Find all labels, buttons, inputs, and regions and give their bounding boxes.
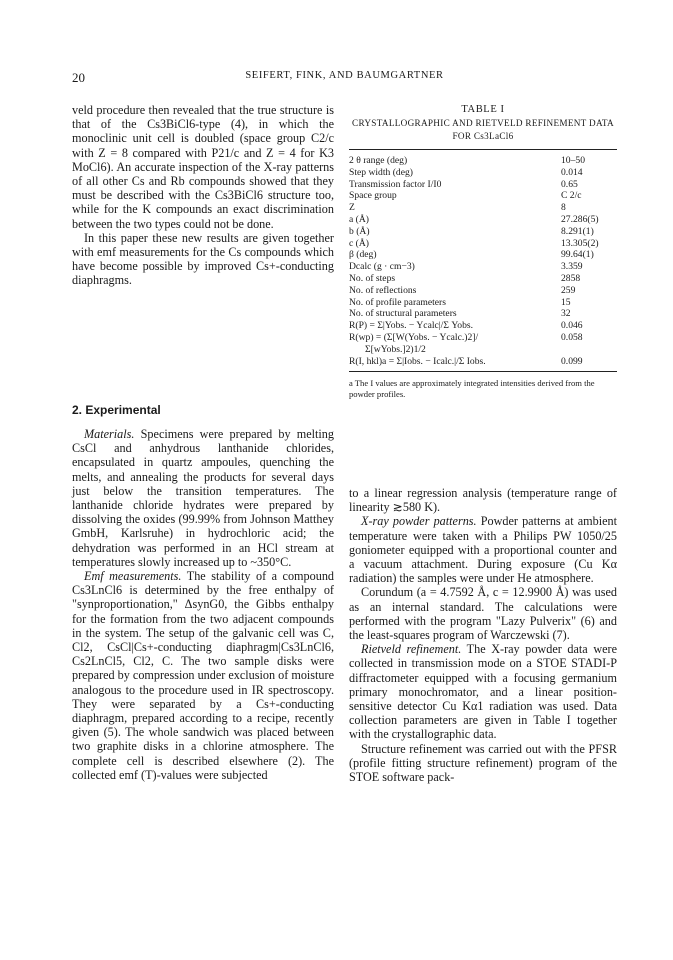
table-row-label: No. of steps [349, 272, 396, 284]
table-row-label: R(P) = Σ|Yobs. − Ycalc|/Σ Yobs. [349, 320, 474, 332]
table-row-value: 15 [561, 296, 571, 308]
table-row [349, 202, 617, 214]
table-row-value: 259 [561, 284, 576, 296]
table-row-value: C 2/c [561, 190, 582, 202]
table-row-label: a (Å) [349, 213, 369, 225]
table-row-label: Transmission factor I/I0 [349, 178, 442, 190]
table-row-value: 99.64(1) [561, 249, 594, 261]
materials-label: Materials. [84, 427, 135, 441]
corundum-paragraph: Corundum (a = 4.7592 Å, c = 12.9900 Å) was used as an internal standard. The calculations were performed with the program "Lazy Pulverix" (6) and the least-squares program of Warczewski (7). [349, 585, 617, 643]
table-row-value: 2858 [561, 272, 581, 284]
table-row [349, 308, 617, 320]
table-row-value: 32 [561, 308, 571, 320]
table-1 [349, 103, 617, 400]
xray-label: X-ray powder patterns. [361, 514, 477, 529]
table-row-label: Step width (deg) [349, 166, 413, 178]
table-row [349, 320, 617, 332]
rietveld-paragraph [349, 642, 617, 741]
table-row-value: 8 [561, 202, 566, 214]
table-row [349, 297, 617, 309]
table-row [349, 155, 617, 167]
regression-continuation: to a linear regression analysis (temperature range of linearity ≳580 K). [349, 486, 617, 515]
table-row [349, 261, 617, 273]
xray-paragraph [349, 514, 617, 585]
table-row-value: 0.099 [561, 355, 583, 367]
left-column-experimental [72, 427, 334, 782]
table-row-value: 0.058 [561, 331, 583, 343]
table-row-value: 10–50 [561, 155, 585, 166]
table-top-rule [349, 149, 617, 150]
rietveld-label: Rietveld refinement. [361, 642, 462, 657]
table-row [349, 285, 617, 297]
table-row-label: Σ[wYobs.]2)1/2 [365, 343, 426, 355]
table-row-label: No. of structural parameters [349, 308, 457, 320]
rietveld-text: The X-ray powder data were collected in transmission mode on a STOE STADI-P diffractometer equipped with a focusing germanium primary monochromator, and a linear position-sensitive detector Cu Kα1 radiation was used. Data collection parameters are given in Table I together with the crystallographic data. [349, 642, 618, 742]
emf-text: The stability of a compound Cs3LnCl6 is determined by the free enthalpy of "synproportionation," ΔsynG0, the Gibbs enthalpy for the formation from the two adjacent compounds in the system. The setup of the galvanic cell was C, Cl2, CsCl|Cs+-conducting diaphragm|Cs3LnCl6, Cs2LnCl5, Cl2, C. The two sample disks were prepared by compression under exclusion of moisture analogous to the procedure used in IR spectroscopy. They were separated by a Cs+-conducting diaphragm, prepared according to a recipe, recently given (5). The whole sandwich was placed between two graphite disks in a chlorine atmosphere. The complete cell is described elsewhere (2). The collected emf (T)-values were subjected [72, 569, 335, 782]
intro-paragraph-1: veld procedure then revealed that the true structure is that of the Cs3BiCl6-type (4), in which the monoclinic unit cell is doubled (space group C2/c with Z = 8 compared with P21/c and Z = 4 for K3 MoCl6). An accurate inspection of the X-ray patterns of all other Cs and Rb compounds showed that they must be described with the Cs3BiCl6 structure too, while for the K compounds an exact discrimination between the two types could not be done. [72, 103, 334, 231]
table-row [349, 238, 617, 250]
table-row-value: 3.359 [561, 261, 583, 273]
table-label: TABLE I [461, 104, 505, 115]
table-row [349, 190, 617, 202]
table-row-value: 13.305(2) [561, 237, 599, 249]
table-row [349, 214, 617, 226]
table-bottom-rule [349, 371, 617, 372]
table-row [349, 179, 617, 191]
emf-label: Emf measurements. [84, 569, 182, 584]
table-row-label: c (Å) [349, 237, 369, 249]
table-row-label: 2 θ range (deg) [349, 155, 408, 166]
table-row-value: 27.286(5) [561, 213, 599, 225]
xray-text: Powder patterns at ambient temperature were taken with a Philips PW 1050/25 goniometer equipped with a proportional counter and a vacuum attachment. During exposure (Cu Kα radiation) the samples were under He atmosphere. [349, 514, 617, 586]
table-row [349, 226, 617, 238]
table-caption: CRYSTALLOGRAPHIC AND RIETVELD REFINEMENT DATA FOR Cs3LaCl6 [352, 118, 614, 141]
structure-refinement-paragraph: Structure refinement was carried out with the PFSR (profile fitting structure refinement) program of the STOE software pack- [349, 741, 617, 785]
page-header [72, 70, 617, 86]
table-row-label: R(I, hkl)a = Σ|Iobs. − Icalc.|/Σ Iobs. [349, 355, 486, 367]
table-row-label: No. of profile parameters [349, 296, 446, 308]
table-row-label: Z [349, 202, 355, 214]
table-row [349, 332, 617, 344]
table-row [349, 273, 617, 285]
table-row-label: Dcalc (g · cm−3) [349, 261, 415, 273]
right-column-text [349, 486, 617, 784]
table-row-label: No. of reflections [349, 284, 417, 296]
table-row [349, 249, 617, 261]
emf-paragraph [72, 569, 334, 782]
table-row [349, 167, 617, 179]
table-row-value [561, 344, 617, 356]
materials-paragraph [72, 427, 334, 569]
table-row-value: 0.014 [561, 166, 583, 178]
table-row-label: Space group [349, 190, 397, 202]
table-row-label: β (deg) [349, 249, 377, 261]
page-number: 20 [72, 70, 85, 85]
intro-paragraph-2: In this paper these new results are given together with emf measurements for the Cs compounds which have become possible by improved Cs+-conducting diaphragms. [72, 230, 334, 288]
table-row [349, 356, 617, 368]
materials-text: Specimens were prepared by melting CsCl and anhydrous lanthanide chlorides, encapsulated in quartz ampoules, quenching the melts, and annealing the products for several days just below the transition temperatures. The lanthanide chloride hydrates were prepared by dissolving the oxides (99.99% from Johnson Matthey GmbH, Karlsruhe) in hydrochloric acid; the dehydration was performed in an HCl stream at temperatures slowly increased up to ~350°C. [72, 427, 334, 569]
running-head: SEIFERT, FINK, AND BAUMGARTNER [245, 70, 444, 81]
left-column-intro [72, 103, 334, 288]
table-row [349, 344, 617, 356]
table-row-value: 0.046 [561, 320, 583, 332]
table-row-label: b (Å) [349, 225, 370, 237]
table-row-value: 8.291(1) [561, 225, 594, 237]
section-heading-experimental: 2. Experimental [72, 403, 161, 417]
table-row-label: R(wp) = (Σ[W(Yobs. − Ycalc.)2]/ [349, 331, 479, 343]
table-body [349, 155, 617, 367]
table-footnote: a The I values are approximately integrated intensities derived from the powder profiles. [349, 378, 595, 400]
table-row-value: 0.65 [561, 178, 578, 190]
